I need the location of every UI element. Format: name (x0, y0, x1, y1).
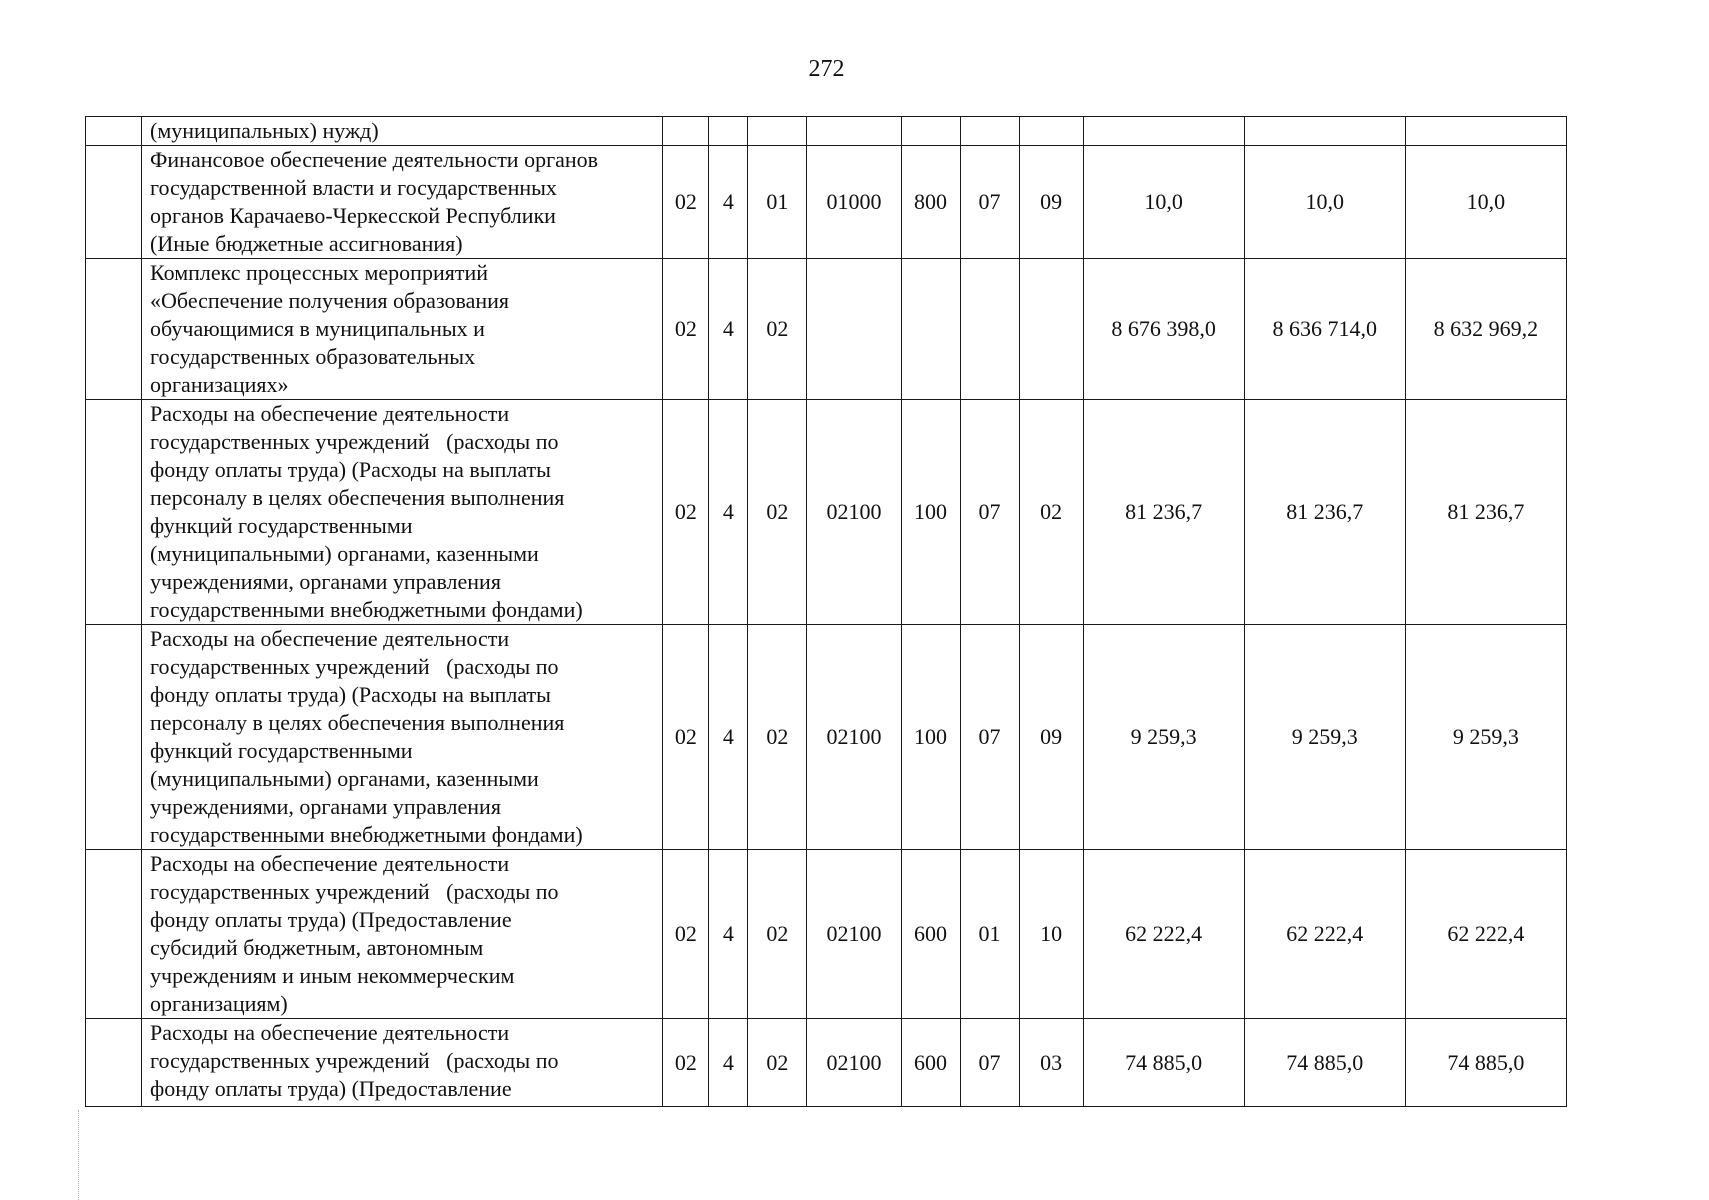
description-line: государственных образовательных (150, 344, 476, 369)
description-line: персоналу в целях обеспечения выполнения (150, 485, 565, 510)
row-index-cell (86, 259, 142, 400)
code-cell: 600 (901, 850, 960, 1019)
amount-cell: 74 885,0 (1405, 1019, 1566, 1107)
description-line: организациях» (150, 372, 289, 397)
description-line: Расходы на обеспечение деятельности (150, 851, 510, 876)
description-cell (142, 850, 663, 1019)
table-row (86, 146, 1567, 259)
amount-cell: 9 259,3 (1083, 625, 1244, 850)
code-cell: 800 (901, 146, 960, 259)
code-cell: 01 (748, 146, 807, 259)
code-cell: 03 (1019, 1019, 1083, 1107)
code-cell: 02 (663, 259, 709, 400)
code-cell: 4 (709, 259, 748, 400)
code-cell: 02 (663, 850, 709, 1019)
code-cell (748, 117, 807, 146)
description-line: органов Карачаево-Черкесской Республики (150, 203, 556, 228)
code-cell (901, 259, 960, 400)
amount-cell: 81 236,7 (1405, 400, 1566, 625)
code-cell: 02100 (807, 625, 901, 850)
code-cell: 100 (901, 400, 960, 625)
table-row (86, 850, 1567, 1019)
table-row (86, 117, 1567, 146)
description-line: Расходы на обеспечение деятельности (150, 626, 510, 651)
code-cell: 02 (663, 146, 709, 259)
description-line: учреждениями, органами управления (150, 569, 501, 594)
description-line: (Иные бюджетные ассигнования) (150, 231, 463, 256)
code-cell (1019, 259, 1083, 400)
table-row (86, 1019, 1567, 1107)
code-cell: 10 (1019, 850, 1083, 1019)
table-row (86, 259, 1567, 400)
description-cell (142, 625, 663, 850)
description-line: фонду оплаты труда) (Расходы на выплаты (150, 682, 551, 707)
code-cell: 600 (901, 1019, 960, 1107)
description-line: субсидий бюджетным, автономным (150, 935, 484, 960)
description-line: государственной власти и государственных (150, 175, 557, 200)
row-index-cell (86, 850, 142, 1019)
amount-cell: 8 636 714,0 (1244, 259, 1405, 400)
code-cell: 02 (663, 1019, 709, 1107)
description-line: Комплекс процессных мероприятий (150, 260, 488, 285)
description-line: государственными внебюджетными фондами) (150, 597, 583, 622)
amount-cell: 10,0 (1244, 146, 1405, 259)
description-line: Расходы на обеспечение деятельности (150, 401, 510, 426)
description-line: государственных учреждений (расходы по (150, 879, 559, 904)
description-line: Расходы на обеспечение деятельности (150, 1020, 510, 1045)
description-line: государственных учреждений (расходы по (150, 1048, 559, 1073)
code-cell: 01 (960, 850, 1019, 1019)
code-cell: 4 (709, 400, 748, 625)
description-line: фонду оплаты труда) (Расходы на выплаты (150, 457, 551, 482)
code-cell: 01000 (807, 146, 901, 259)
code-cell: 02 (1019, 400, 1083, 625)
row-index-cell (86, 1019, 142, 1107)
code-cell (807, 117, 901, 146)
code-cell: 02 (748, 400, 807, 625)
description-cell (142, 400, 663, 625)
description-line: функций государственными (150, 738, 413, 763)
code-cell: 02100 (807, 400, 901, 625)
code-cell: 4 (709, 625, 748, 850)
description-line: учреждениям и иным некоммерческим (150, 963, 515, 988)
description-line: функций государственными (150, 513, 413, 538)
amount-cell: 62 222,4 (1244, 850, 1405, 1019)
amount-cell: 62 222,4 (1083, 850, 1244, 1019)
table-row (86, 625, 1567, 850)
amount-cell (1244, 117, 1405, 146)
code-cell: 02 (748, 1019, 807, 1107)
code-cell (901, 117, 960, 146)
description-line: организациям) (150, 991, 288, 1016)
budget-table (85, 116, 1567, 1107)
code-cell: 02 (748, 259, 807, 400)
amount-cell: 8 632 969,2 (1405, 259, 1566, 400)
description-line: персоналу в целях обеспечения выполнения (150, 710, 565, 735)
code-cell: 4 (709, 146, 748, 259)
description-line: государственных учреждений (расходы по (150, 654, 559, 679)
code-cell: 02 (663, 625, 709, 850)
code-cell: 02 (663, 400, 709, 625)
code-cell: 02 (748, 625, 807, 850)
amount-cell (1405, 117, 1566, 146)
row-index-cell (86, 117, 142, 146)
description-cell (142, 259, 663, 400)
description-line: Финансовое обеспечение деятельности органов (150, 147, 599, 172)
code-cell: 02100 (807, 850, 901, 1019)
description-line: государственными внебюджетными фондами) (150, 822, 583, 847)
amount-cell: 74 885,0 (1083, 1019, 1244, 1107)
description-line: «Обеспечение получения образования (150, 288, 510, 313)
code-cell: 07 (960, 625, 1019, 850)
description-line: фонду оплаты труда) (Предоставление (150, 907, 512, 932)
description-line: (муниципальными) органами, казенными (150, 766, 539, 791)
code-cell: 100 (901, 625, 960, 850)
description-line: государственных учреждений (расходы по (150, 429, 559, 454)
code-cell: 07 (960, 400, 1019, 625)
description-line: (муниципальных) нужд) (150, 118, 379, 143)
code-cell: 09 (1019, 625, 1083, 850)
row-index-cell (86, 400, 142, 625)
description-cell (142, 146, 663, 259)
description-cell (142, 1019, 663, 1107)
code-cell (663, 117, 709, 146)
row-index-cell (86, 146, 142, 259)
amount-cell: 81 236,7 (1083, 400, 1244, 625)
code-cell (960, 117, 1019, 146)
description-line: фонду оплаты труда) (Предоставление (150, 1076, 512, 1101)
amount-cell: 74 885,0 (1244, 1019, 1405, 1107)
code-cell (960, 259, 1019, 400)
code-cell: 02100 (807, 1019, 901, 1107)
scan-artifact (78, 1110, 103, 1200)
description-line: (муниципальными) органами, казенными (150, 541, 539, 566)
description-line: обучающимися в муниципальных и (150, 316, 485, 341)
amount-cell: 9 259,3 (1405, 625, 1566, 850)
code-cell (1019, 117, 1083, 146)
amount-cell: 10,0 (1083, 146, 1244, 259)
code-cell: 09 (1019, 146, 1083, 259)
page-number: 272 (808, 56, 845, 82)
code-cell: 07 (960, 1019, 1019, 1107)
description-cell (142, 117, 663, 146)
amount-cell (1083, 117, 1244, 146)
description-line: учреждениями, органами управления (150, 794, 501, 819)
amount-cell: 9 259,3 (1244, 625, 1405, 850)
code-cell: 4 (709, 1019, 748, 1107)
amount-cell: 81 236,7 (1244, 400, 1405, 625)
code-cell: 4 (709, 850, 748, 1019)
code-cell: 02 (748, 850, 807, 1019)
code-cell (807, 259, 901, 400)
amount-cell: 8 676 398,0 (1083, 259, 1244, 400)
code-cell (709, 117, 748, 146)
table-row (86, 400, 1567, 625)
amount-cell: 10,0 (1405, 146, 1566, 259)
row-index-cell (86, 625, 142, 850)
code-cell: 07 (960, 146, 1019, 259)
amount-cell: 62 222,4 (1405, 850, 1566, 1019)
